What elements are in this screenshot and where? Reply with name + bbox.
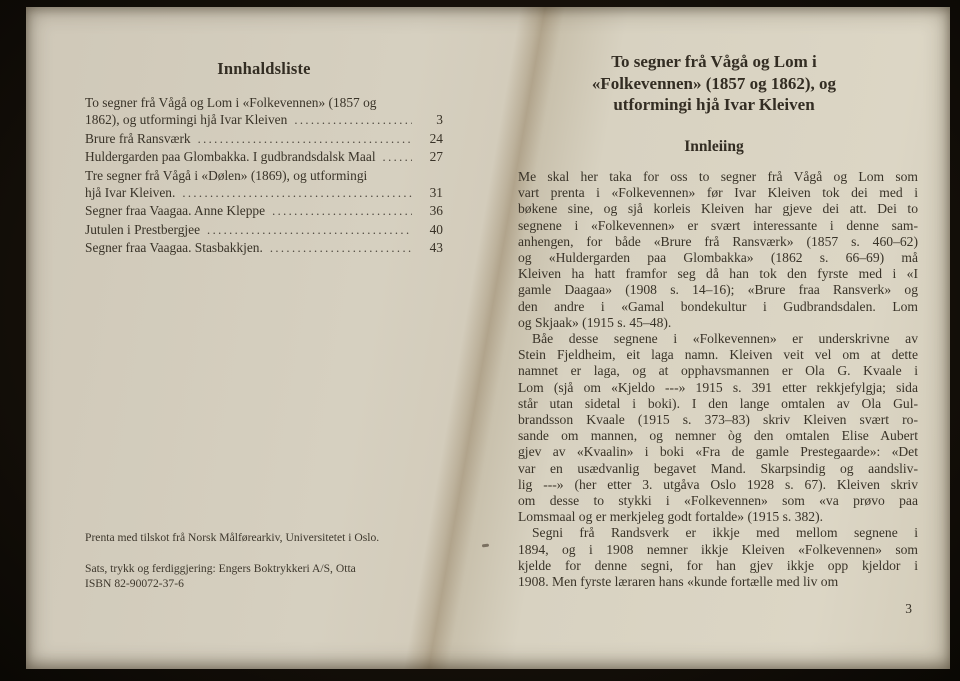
toc-entry-page: 40	[429, 221, 443, 237]
colophon-line: Sats, trykk og ferdiggjering: Engers Boktrykkeri A/S, Otta	[85, 562, 356, 575]
text-line: og «Huldergarden paa Glombakka» (1862 s. 66–69) må	[518, 250, 918, 266]
toc-entry	[85, 130, 443, 148]
colophon-line: ISBN 82-90072-37-6	[85, 577, 184, 590]
toc-entry-page: 36	[429, 203, 443, 219]
text-line: bøkene sine, og sjå korleis Kleiven har gjeve dei att. Dei to	[518, 201, 918, 217]
toc-entry	[85, 221, 443, 239]
text-line: Lom (sjå om «Kjeldo ---» 1915 s. 391 etter rekkjefylgja; sida	[518, 379, 918, 395]
text-line: står utan sidetal i boki). I den lange omtalen av Ola Gul-	[518, 395, 918, 411]
chapter-title	[514, 51, 914, 116]
toc-entry-line: To segner frå Vågå og Lom i «Folkevennen» (1857 og	[85, 95, 377, 110]
text-line: brandsson Kvaale (1915 s. 373–83) skriv Kleiven svært ro-	[518, 412, 918, 428]
paragraph	[518, 331, 918, 525]
toc-entry	[85, 111, 443, 129]
text-line: namnet er laga, og at opphavsmannen er Ola G. Kvaale i	[518, 363, 918, 379]
toc-entry-line: Tre segner frå Vågå i «Dølen» (1869), og utformingi	[85, 167, 368, 183]
chapter-title-line: utformingi hjå Ivar Kleiven	[613, 95, 815, 114]
toc-entry-page: 31	[429, 185, 443, 201]
text-line: Stein Fjeldheim, eit laga namn. Kleiven veit vel om at dette	[518, 347, 918, 363]
text-line: segnene i «Folkevennen» er svært interessante i denne sam-	[518, 217, 918, 233]
toc-list	[85, 94, 443, 258]
text-line: Kleiven ha hatt framfor seg då han tok den fyrste med i «I	[518, 266, 918, 282]
toc-block	[85, 59, 443, 258]
toc-dot-leader	[294, 111, 412, 129]
toc-entry	[85, 202, 443, 220]
text-line: om desse to stykki i «Folkevennen» som «va prøvo paa	[518, 493, 918, 509]
toc-title: Innhaldsliste	[217, 59, 311, 78]
chapter-title-line: «Folkevennen» (1857 og 1862), og	[591, 73, 837, 93]
paragraph	[518, 169, 918, 331]
right-page	[478, 7, 950, 669]
text-line: Båe desse segnene i «Folkevennen» er underskrivne av	[532, 331, 918, 347]
text-line: lig ---» (her etter 3. utgåva Oslo 1928 s. 67). Kleiven skriv	[518, 476, 918, 492]
toc-entry	[85, 239, 443, 257]
toc-dot-leader	[207, 221, 412, 239]
chapter-title-line: To segner frå Vågå og Lom i	[611, 52, 817, 71]
paragraph	[518, 525, 918, 590]
page-number: 3	[905, 601, 912, 616]
text-line: Me skal her taka for oss to segner frå Vågå og Lom som	[518, 169, 918, 184]
text-line: anhengen, for både «Brure frå Ransværk» (1857 s. 460–62)	[518, 233, 918, 249]
toc-entry-page: 3	[436, 112, 443, 128]
book-spread	[26, 7, 950, 669]
toc-dot-leader	[198, 130, 412, 148]
text-line: 1908. Men fyrste læraren hans «kunde fortælle med liv om	[518, 574, 839, 590]
toc-entry-page: 43	[429, 240, 443, 256]
toc-dot-leader	[270, 239, 412, 257]
text-line: den andre i «Gamal bondekultur i Gudbrandsdalen. Lom	[518, 298, 918, 314]
text-line: kjelde for denne segni, for han gjev ikkje opp kjeldor i	[518, 557, 918, 573]
colophon	[85, 530, 445, 591]
text-line: gamle Daagaa» (1908 s. 14–16); «Brure fraa Ransverk» og	[518, 282, 918, 298]
text-line: var en usædvanlig begavet Mand. Skarpsindig og aandsliv-	[518, 460, 918, 476]
toc-entry-title: Jutulen i Prestbergjee	[85, 221, 201, 237]
body-text	[518, 169, 918, 590]
toc-entry	[85, 148, 443, 166]
section-title: Innleiing	[684, 138, 744, 155]
toc-entry-title: hjå Ivar Kleiven.	[85, 185, 176, 201]
toc-entry-title: Brure frå Ransværk	[85, 130, 191, 146]
text-line: 1894, og i 1908 nemner ikkje Kleiven «Folkevennen» som	[518, 541, 918, 557]
text-line: og Skjaak» (1915 s. 45–48).	[518, 314, 672, 330]
toc-entry-title: Segner fraa Vaagaa. Anne Kleppe	[85, 203, 266, 219]
text-line: Segni frå Randsverk er ikkje med mellom segnene i	[532, 525, 918, 541]
toc-entry-page: 24	[429, 130, 443, 146]
toc-dot-leader	[182, 184, 412, 202]
toc-entry	[85, 184, 443, 202]
text-line: sande om mannen, og nemner òg den omtalen Elise Aubert	[518, 428, 918, 444]
toc-dot-leader	[383, 148, 412, 166]
text-line: gjev av «Kvaalin» i boki «Fra de gamle Prestegaarde»: «Det	[518, 444, 918, 460]
toc-dot-leader	[272, 202, 412, 220]
colophon-line: Prenta med tilskot frå Norsk Målførearkiv, Universitetet i Oslo.	[85, 531, 380, 544]
text-line: vart prenta i «Folkevennen» før Ivar Kleiven tok dei med i	[518, 185, 918, 201]
toc-entry-title: Huldergarden paa Glombakka. I gudbrandsdalsk Maal	[85, 149, 376, 165]
toc-entry-title: 1862), og utformingi hjå Ivar Kleiven	[85, 112, 288, 128]
left-page	[26, 7, 478, 669]
text-line: Lomsmaal og er merkjeleg godt fortalde» (1915 s. 382).	[518, 509, 824, 525]
toc-entry-title: Segner fraa Vaagaa. Stasbakkjen.	[85, 240, 263, 256]
toc-entry-page: 27	[429, 149, 443, 165]
